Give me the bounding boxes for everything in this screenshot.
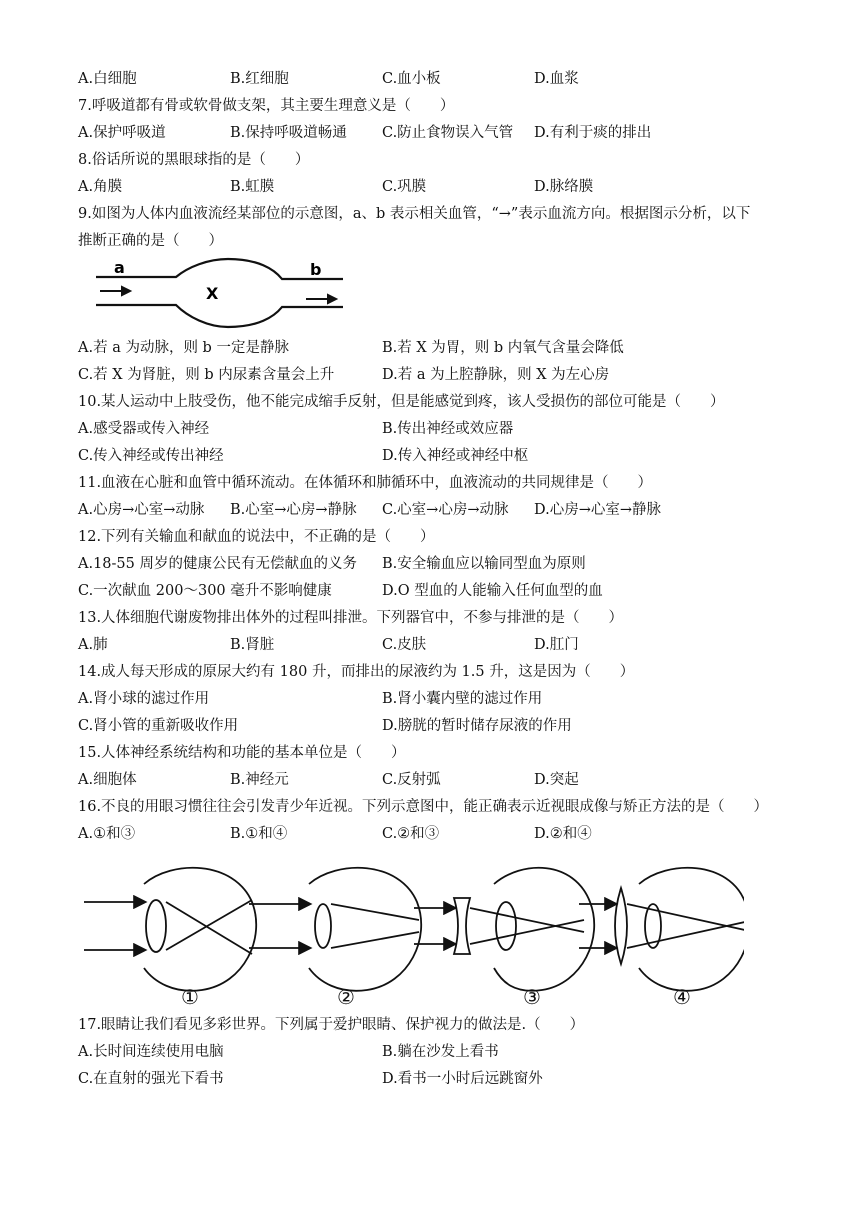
option: C.皮肤 [382,637,427,653]
option: A.18-55 周岁的健康公民有无偿献血的义务 [78,556,357,572]
option: B.①和④ [230,826,288,842]
option: B.保持呼吸道畅通 [230,125,347,141]
q14-options-row1 [78,686,798,713]
q13-options [78,632,798,659]
question-stem: 10.某人运动中上肢受伤，他不能完成缩手反射，但是能感觉到疼，该人受损伤的部位可能是（ ） [78,394,725,410]
question-stem: 13.人体细胞代谢废物排出体外的过程叫排泄。下列器官中，不参与排泄的是（ ） [78,610,624,626]
eye-diagrams [84,858,744,1006]
eye-4 [579,868,744,991]
option: A.肺 [78,637,108,653]
question-stem: 14.成人每天形成的原尿大约有 180 升，而排出的尿液约为 1.5 升，这是因为（ ） [78,664,635,680]
q9-options-row2 [78,362,798,389]
q11-options [78,497,798,524]
eye-1 [84,868,256,991]
option: C.若 X 为肾脏，则 b 内尿素含量会上升 [78,367,335,383]
option: B.虹膜 [230,179,275,195]
option: B.心室→心房→静脉 [230,502,357,518]
option: C.肾小管的重新吸收作用 [78,718,239,734]
question-stem: 7.呼吸道都有骨或软骨做支架，其主要生理意义是（ ） [78,98,455,114]
option: C.反射弧 [382,772,441,788]
option: D.心房→心室→静脉 [534,502,662,518]
question-stem: 12.下列有关输血和献血的说法中，不正确的是（ ） [78,529,435,545]
q12-options-row2 [78,578,798,605]
option: A.若 a 为动脉，则 b 一定是静脉 [78,340,289,356]
option: A.保护呼吸道 [78,125,166,141]
q16-options [78,821,798,848]
option: A.心房→心室→动脉 [78,502,205,518]
q9-options-row1 [78,335,798,362]
option: D.看书一小时后远跳窗外 [382,1071,543,1087]
eye-label-1: ① [181,985,199,1006]
eye-label-4: ④ [673,985,691,1006]
question-stem: 11.血液在心脏和血管中循环流动。在体循环和肺循环中，血液流动的共同规律是（ ） [78,475,653,491]
option: D.②和④ [534,826,592,842]
option: A.细胞体 [78,772,137,788]
label-b: b [310,260,322,279]
option: D.脉络膜 [534,179,594,195]
q12-options-row1 [78,551,798,578]
option: D.血浆 [534,71,579,87]
eye-label-3: ③ [523,985,541,1006]
option: B.躺在沙发上看书 [382,1044,499,1060]
option: B.红细胞 [230,71,289,87]
label-a: a [114,258,125,277]
q17-options-row2 [78,1066,798,1093]
option: C.一次献血 200～300 毫升不影响健康 [78,583,332,599]
option: D.肛门 [534,637,579,653]
q7-options [78,120,798,147]
exam-page [78,66,798,1093]
q6-options [78,66,798,93]
option: D.膀胱的暂时储存尿液的作用 [382,718,572,734]
option: D.传入神经或神经中枢 [382,448,529,464]
option: C.传入神经或传出神经 [78,448,224,464]
option: C.血小板 [382,71,441,87]
question-stem-cont: 推断正确的是（ ） [78,233,223,249]
option: D.若 a 为上腔静脉，则 X 为左心房 [382,367,610,383]
option: C.巩膜 [382,179,427,195]
option: A.角膜 [78,179,123,195]
option: A.感受器或传入神经 [78,421,210,437]
option: D.有利于痰的排出 [534,125,652,141]
option: B.安全输血应以输同型血为原则 [382,556,586,572]
q10-options-row1 [78,416,798,443]
q10-options-row2 [78,443,798,470]
blood-flow-diagram [78,255,358,335]
option: A.长时间连续使用电脑 [78,1044,224,1060]
option: B.若 X 为胃，则 b 内氧气含量会降低 [382,340,624,356]
question-stem: 16.不良的用眼习惯往往会引发青少年近视。下列示意图中，能正确表示近视眼成像与矫正方法的是（ ） [78,799,769,815]
q15-options [78,767,798,794]
eye-3 [414,868,594,991]
q8-options [78,174,798,201]
option: C.②和③ [382,826,440,842]
option: D.O 型血的人能输入任何血型的血 [382,583,603,599]
eye-label-2: ② [337,985,355,1006]
label-x: X [206,284,219,303]
option: B.肾脏 [230,637,275,653]
option: B.肾小囊内壁的滤过作用 [382,691,543,707]
q17-options-row1 [78,1039,798,1066]
option: A.肾小球的滤过作用 [78,691,210,707]
q14-options-row2 [78,713,798,740]
eye-2 [249,868,421,991]
option: B.传出神经或效应器 [382,421,514,437]
option: D.突起 [534,772,579,788]
question-stem: 8.俗话所说的黑眼球指的是（ ） [78,152,310,168]
option: B.神经元 [230,772,289,788]
option: A.白细胞 [78,71,137,87]
question-stem: 15.人体神经系统结构和功能的基本单位是（ ） [78,745,406,761]
option: A.①和③ [78,826,136,842]
question-stem: 9.如图为人体内血液流经某部位的示意图，a、b 表示相关血管，“→”表示血流方向。根据图示分析，以下 [78,206,751,222]
option: C.在直射的强光下看书 [78,1071,224,1087]
option: C.心室→心房→动脉 [382,502,509,518]
question-stem: 17.眼睛让我们看见多彩世界。下列属于爱护眼睛、保护视力的做法是.（ ） [78,1017,585,1033]
option: C.防止食物误入气管 [382,125,514,141]
